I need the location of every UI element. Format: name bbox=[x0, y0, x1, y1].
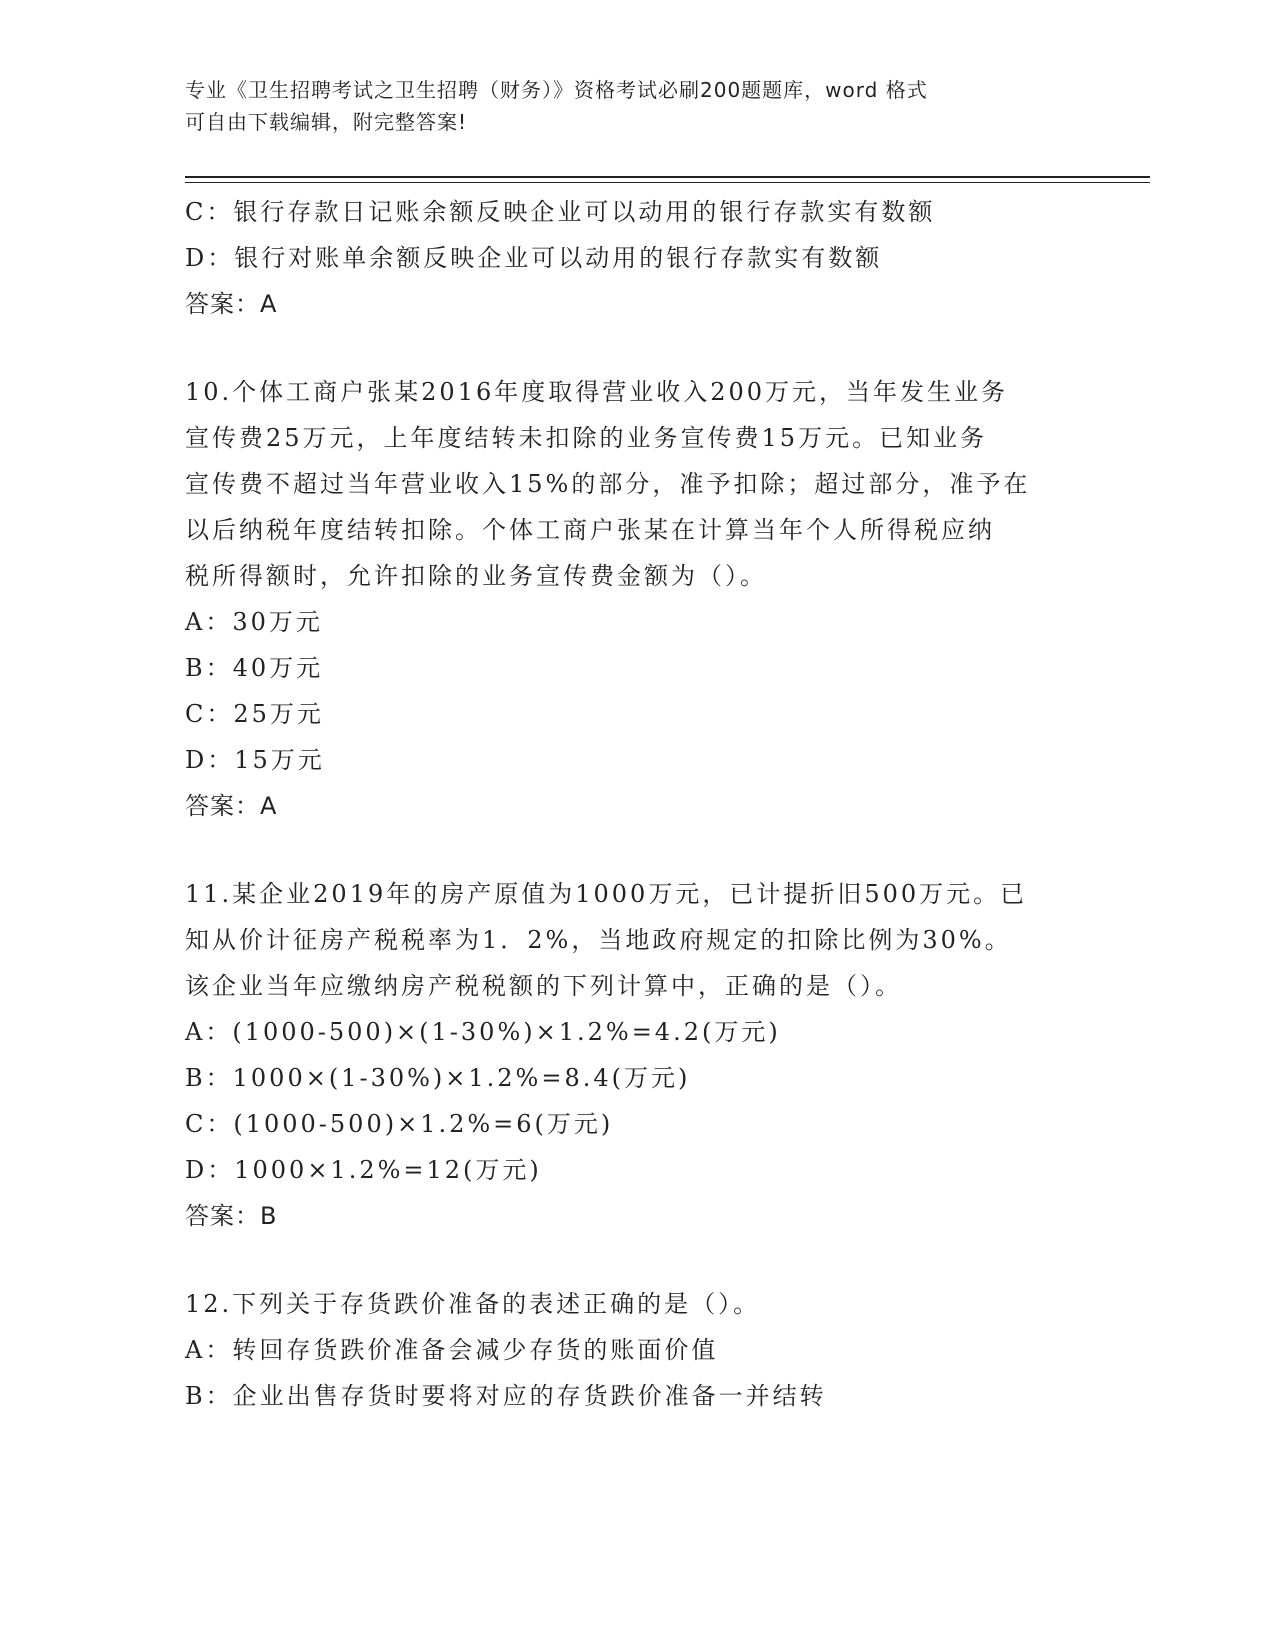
option-a: A：转回存货跌价准备会减少存货的账面价值 bbox=[185, 1336, 719, 1364]
answer-label: 答案：B bbox=[185, 1202, 278, 1230]
header-line-1: 专业《卫生招聘考试之卫生招聘（财务）》资格考试必刷200题题库，word 格式 bbox=[185, 78, 928, 102]
question-stem-line: 10.个体工商户张某2016年度取得营业收入200万元，当年发生业务 bbox=[185, 378, 1009, 406]
document-header bbox=[185, 74, 1065, 138]
answer-label: 答案：A bbox=[185, 792, 278, 820]
question-11 bbox=[185, 871, 1085, 1239]
question-9 bbox=[185, 189, 1085, 327]
option-c: C：(1000-500)×1.2%=6(万元) bbox=[185, 1110, 614, 1138]
question-stem-line: 11.某企业2019年的房产原值为1000万元，已计提折旧500万元。已 bbox=[185, 880, 1028, 908]
option-b: B：40万元 bbox=[185, 654, 324, 682]
option-c: C：银行存款日记账余额反映企业可以动用的银行存款实有数额 bbox=[185, 198, 936, 226]
answer-label: 答案：A bbox=[185, 290, 278, 318]
question-10 bbox=[185, 369, 1085, 829]
question-stem-line: 宣传费不超过当年营业收入15%的部分，准予扣除；超过部分，准予在 bbox=[185, 470, 1031, 498]
question-stem-line: 12.下列关于存货跌价准备的表述正确的是（）。 bbox=[185, 1290, 761, 1318]
document-body bbox=[185, 189, 1085, 1419]
spacer bbox=[185, 829, 1085, 871]
question-stem-line: 宣传费25万元，上年度结转未扣除的业务宣传费15万元。已知业务 bbox=[185, 424, 988, 452]
spacer bbox=[185, 327, 1085, 369]
option-a: A：30万元 bbox=[185, 608, 323, 636]
option-b: B：企业出售存货时要将对应的存货跌价准备一并结转 bbox=[185, 1382, 827, 1410]
option-a: A：(1000-500)×(1-30%)×1.2%=4.2(万元) bbox=[185, 1018, 781, 1046]
header-divider-thick bbox=[185, 176, 1150, 178]
option-d: D：银行对账单余额反映企业可以动用的银行存款实有数额 bbox=[185, 244, 883, 272]
question-stem-line: 该企业当年应缴纳房产税税额的下列计算中，正确的是（）。 bbox=[185, 972, 902, 1000]
option-d: D：1000×1.2%=12(万元) bbox=[185, 1156, 542, 1184]
option-c: C：25万元 bbox=[185, 700, 324, 728]
header-divider-thin bbox=[185, 182, 1150, 183]
option-b: B：1000×(1-30%)×1.2%=8.4(万元) bbox=[185, 1064, 691, 1092]
question-stem-line: 知从价计征房产税税率为1．2%，当地政府规定的扣除比例为30%。 bbox=[185, 926, 1012, 954]
question-stem-line: 以后纳税年度结转扣除。个体工商户张某在计算当年个人所得税应纳 bbox=[185, 516, 995, 544]
header-line-2: 可自由下载编辑，附完整答案! bbox=[185, 110, 468, 134]
question-stem-line: 税所得额时，允许扣除的业务宣传费金额为（）。 bbox=[185, 562, 767, 590]
option-d: D：15万元 bbox=[185, 746, 325, 774]
question-12 bbox=[185, 1281, 1085, 1419]
spacer bbox=[185, 1239, 1085, 1281]
